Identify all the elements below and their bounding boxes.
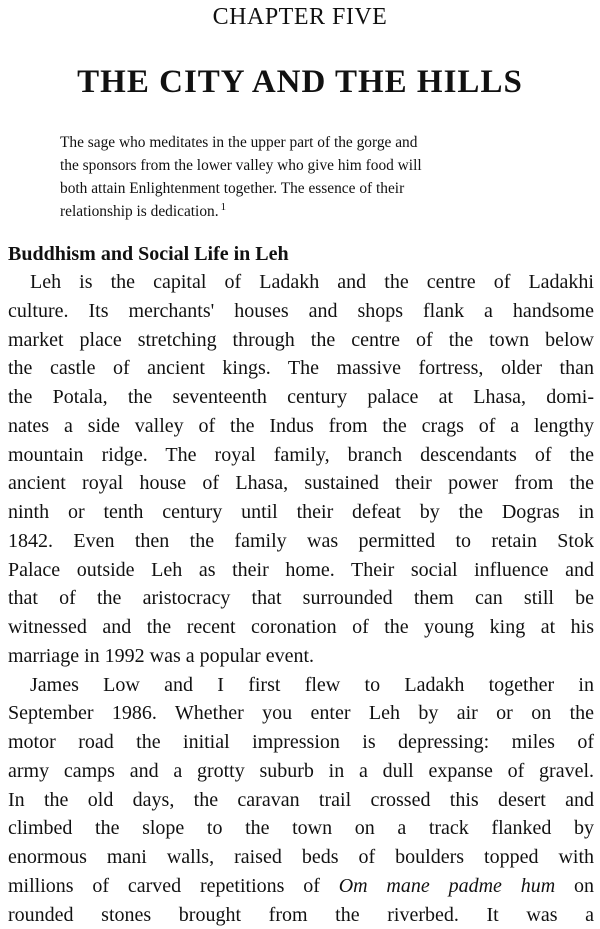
paragraph-2-line: rounded stones brought from the riverbed. It was a bbox=[8, 901, 594, 929]
paragraph-1-line: nates a side valley of the Indus from the crags of a lengthy bbox=[8, 412, 594, 441]
epigraph-line: both attain Enlightenment together. The essence of their bbox=[60, 177, 570, 200]
epigraph-last-line bbox=[60, 200, 570, 223]
body-text bbox=[8, 268, 594, 929]
paragraph-1-line: witnessed and the recent coronation of the young king at his bbox=[8, 613, 594, 642]
paragraph-1-line: Leh is the capital of Ladakh and the centre of Ladakhi bbox=[8, 268, 594, 297]
chapter-title: THE CITY AND THE HILLS bbox=[0, 62, 600, 102]
paragraph-1-line: 1842. Even then the family was permitted to retain Stok bbox=[8, 527, 594, 556]
paragraph-1-line: the Potala, the seventeenth century palace at Lhasa, domi- bbox=[8, 383, 594, 412]
paragraph-2-line: motor road the initial impression is depressing: miles of bbox=[8, 728, 594, 757]
paragraph-1-line: Palace outside Leh as their home. Their social influence and bbox=[8, 556, 594, 585]
chapter-label: CHAPTER FIVE bbox=[0, 2, 600, 32]
paragraph-2-line: army camps and a grotty suburb in a dull expanse of gravel. bbox=[8, 757, 594, 786]
paragraph-1-line: marriage in 1992 was a popular event. bbox=[8, 642, 594, 671]
paragraph-1-line: market place stretching through the centre of the town below bbox=[8, 326, 594, 355]
epigraph-line-text: relationship is dedication. bbox=[60, 203, 219, 220]
paragraph-2-line: climbed the slope to the town on a track flanked by bbox=[8, 814, 594, 843]
paragraph-1-line: the castle of ancient kings. The massive fortress, older than bbox=[8, 354, 594, 383]
section-heading: Buddhism and Social Life in Leh bbox=[8, 240, 289, 268]
paragraph-2-italic-line bbox=[8, 872, 594, 901]
epigraph-line: the sponsors from the lower valley who give him food will bbox=[60, 154, 570, 177]
paragraph-1-line: culture. Its merchants' houses and shops flank a handsome bbox=[8, 297, 594, 326]
paragraph-2-line: September 1986. Whether you enter Leh by air or on the bbox=[8, 699, 594, 728]
mantra-italic: Om mane padme hum bbox=[339, 875, 555, 897]
paragraph-1-line: ninth or tenth century until their defeat by the Dogras in bbox=[8, 498, 594, 527]
epigraph-line: The sage who meditates in the upper part of the gorge and bbox=[60, 131, 570, 154]
paragraph-2-line: In the old days, the caravan trail crossed this desert and bbox=[8, 786, 594, 815]
paragraph-1-line: mountain ridge. The royal family, branch descendants of the bbox=[8, 441, 594, 470]
paragraph-2-line: James Low and I first flew to Ladakh together in bbox=[8, 671, 594, 700]
paragraph-2-line: enormous mani walls, raised beds of boulders topped with bbox=[8, 843, 594, 872]
line-text: millions of carved repetitions of bbox=[8, 875, 339, 897]
line-text: on bbox=[555, 875, 594, 897]
paragraph-1-line: that of the aristocracy that surrounded them can still be bbox=[8, 584, 594, 613]
footnote-marker[interactable]: 1 bbox=[221, 201, 227, 213]
epigraph bbox=[60, 131, 570, 223]
paragraph-1-line: ancient royal house of Lhasa, sustained their power from the bbox=[8, 469, 594, 498]
